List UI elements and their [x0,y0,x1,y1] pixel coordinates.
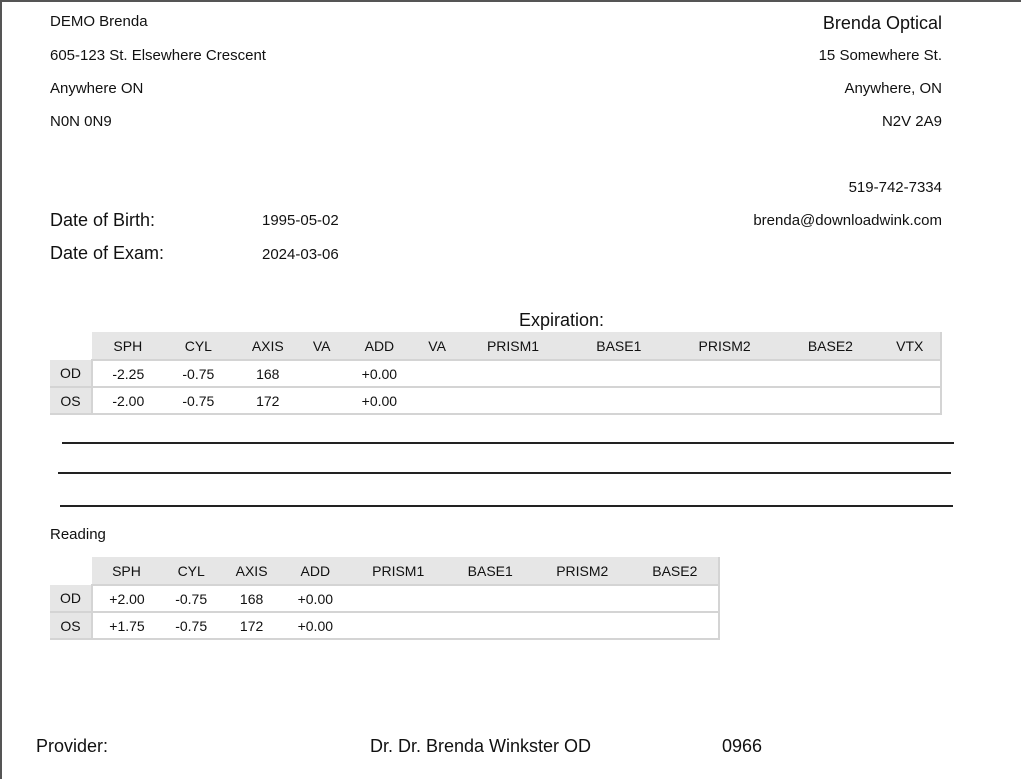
column-header: SPH [92,557,161,585]
blank-header [50,332,92,360]
column-header: VA [418,332,456,360]
table-cell: +0.00 [282,585,349,612]
table-cell: +0.00 [341,360,418,387]
column-header: BASE1 [448,557,533,585]
table-row [50,612,719,639]
eye-label: OD [50,585,92,612]
patient-address1: 605-123 St. Elsewhere Crescent [50,47,266,64]
table-cell: +0.00 [282,612,349,639]
patient-address2: Anywhere ON [50,80,144,97]
table-cell [632,585,719,612]
clinic-address2: Anywhere, ON [844,80,942,97]
table-cell [418,387,456,414]
column-header: VA [302,332,340,360]
exam-date-label: Date of Exam: [50,243,165,263]
exam-date-value: 2024-03-06 [262,246,339,263]
provider-number: 0966 [722,736,763,756]
table-cell: 172 [221,612,281,639]
blank-header [50,557,92,585]
table-cell: +2.00 [92,585,161,612]
table-cell [632,612,719,639]
table-cell: -2.00 [92,387,164,414]
column-header: ADD [282,557,349,585]
table-cell: -0.75 [164,360,233,387]
divider-line [58,472,951,474]
column-header: BASE2 [632,557,719,585]
clinic-name: Brenda Optical [822,13,942,33]
column-header: BASE2 [781,332,879,360]
patient-postal: N0N 0N9 [50,113,112,130]
distance-rx-table [50,332,942,415]
table-cell: -0.75 [164,387,233,414]
reading-title: Reading [50,526,106,543]
table-cell [456,360,569,387]
table-cell [418,360,456,387]
table-cell [349,585,448,612]
clinic-email: brenda@downloadwink.com [753,212,942,229]
table-cell [570,387,668,414]
column-header: CYL [161,557,221,585]
clinic-postal: N2V 2A9 [881,113,942,130]
clinic-address1: 15 Somewhere St. [818,47,942,64]
column-header: CYL [164,332,233,360]
column-header: PRISM2 [533,557,632,585]
column-header: AXIS [233,332,302,360]
clinic-phone: 519-742-7334 [848,179,942,196]
dob-label: Date of Birth: [50,210,156,230]
table-cell [456,387,569,414]
column-header: SPH [92,332,164,360]
column-header: BASE1 [570,332,668,360]
reading-rx-table [50,557,720,640]
dob-value: 1995-05-02 [262,212,339,229]
eye-label: OS [50,612,92,639]
table-cell: 168 [233,360,302,387]
table-cell [302,360,340,387]
table-cell [880,360,942,387]
divider-line [62,442,954,444]
column-header: ADD [341,332,418,360]
table-cell: -2.25 [92,360,164,387]
eye-label: OD [50,360,92,387]
provider-label: Provider: [36,736,109,756]
expiration-label: Expiration: [519,310,605,330]
table-row [50,360,941,387]
table-cell [570,360,668,387]
table-cell [781,360,879,387]
table-cell [781,387,879,414]
table-cell: 168 [221,585,281,612]
table-cell [302,387,340,414]
table-cell: +1.75 [92,612,161,639]
column-header: AXIS [221,557,281,585]
table-cell: -0.75 [161,612,221,639]
eye-label: OS [50,387,92,414]
table-cell [533,585,632,612]
table-cell [533,612,632,639]
table-cell: -0.75 [161,585,221,612]
table-cell [668,387,781,414]
table-cell: 172 [233,387,302,414]
column-header: PRISM2 [668,332,781,360]
column-header: VTX [880,332,942,360]
column-header: PRISM1 [349,557,448,585]
provider-name: Dr. Dr. Brenda Winkster OD [370,736,592,756]
patient-name: DEMO Brenda [50,13,148,30]
table-row [50,585,719,612]
table-cell [880,387,942,414]
table-cell [668,360,781,387]
table-row [50,387,941,414]
table-cell [448,612,533,639]
divider-line [60,505,953,507]
table-cell: +0.00 [341,387,418,414]
column-header: PRISM1 [456,332,569,360]
table-cell [448,585,533,612]
table-cell [349,612,448,639]
